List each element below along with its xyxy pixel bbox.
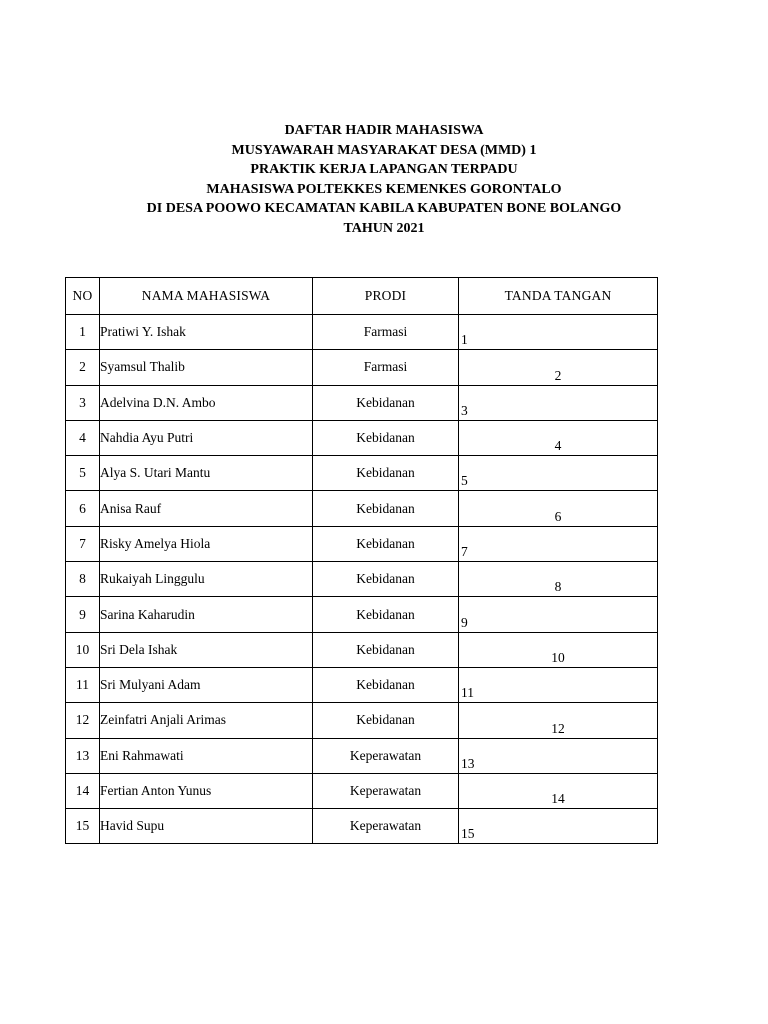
table-row (66, 456, 658, 491)
study-program-cell: Farmasi (313, 350, 459, 385)
signature-number: 1 (461, 332, 468, 348)
row-number-cell: 13 (66, 738, 100, 773)
row-number-cell: 10 (66, 632, 100, 667)
study-program-cell: Kebidanan (313, 562, 459, 597)
student-name-cell: Pratiwi Y. Ishak (100, 315, 313, 350)
student-name-cell: Havid Supu (100, 809, 313, 844)
header-prodi: PRODI (313, 278, 459, 315)
student-name-cell: Sri Mulyani Adam (100, 667, 313, 702)
signature-cell (459, 632, 658, 667)
heading-program: PRAKTIK KERJA LAPANGAN TERPADU (250, 162, 518, 177)
signature-cell (459, 350, 658, 385)
signature-cell (459, 420, 658, 455)
student-name-cell: Anisa Rauf (100, 491, 313, 526)
signature-cell (459, 667, 658, 702)
study-program-cell: Kebidanan (313, 526, 459, 561)
table-row (66, 632, 658, 667)
attendance-table (65, 277, 658, 844)
table-row (66, 315, 658, 350)
signature-number: 9 (461, 614, 468, 630)
heading-institution: MAHASISWA POLTEKKES KEMENKES GORONTALO (206, 181, 562, 197)
signature-cell (459, 597, 658, 632)
table-row (66, 385, 658, 420)
student-name-cell: Sarina Kaharudin (100, 597, 313, 632)
student-name-cell: Zeinfatri Anjali Arimas (100, 703, 313, 738)
table-row (66, 809, 658, 844)
student-name-cell: Syamsul Thalib (100, 350, 313, 385)
header-name: NAMA MAHASISWA (100, 278, 313, 315)
row-number-cell: 3 (66, 385, 100, 420)
row-number-cell: 1 (66, 315, 100, 350)
row-number-cell: 2 (66, 350, 100, 385)
row-number-cell: 7 (66, 526, 100, 561)
student-name-cell: Risky Amelya Hiola (100, 526, 313, 561)
study-program-cell: Kebidanan (313, 703, 459, 738)
heading-event: MUSYAWARAH MASYARAKAT DESA (MMD) 1 (231, 142, 537, 158)
student-name-cell: Sri Dela Ishak (100, 632, 313, 667)
signature-cell (459, 385, 658, 420)
signature-cell (459, 773, 658, 808)
student-name-cell: Nahdia Ayu Putri (100, 420, 313, 455)
table-row (66, 667, 658, 702)
study-program-cell: Kebidanan (313, 456, 459, 491)
signature-cell (459, 315, 658, 350)
signature-number: 4 (554, 438, 562, 454)
row-number-cell: 4 (66, 420, 100, 455)
signature-number: 10 (551, 649, 565, 665)
study-program-cell: Farmasi (313, 315, 459, 350)
study-program-cell: Kebidanan (313, 597, 459, 632)
student-name-cell: Fertian Anton Yunus (100, 773, 313, 808)
student-name-cell: Eni Rahmawati (100, 738, 313, 773)
table-row (66, 738, 658, 773)
row-number-cell: 8 (66, 562, 100, 597)
document-heading (0, 121, 768, 238)
signature-cell (459, 809, 658, 844)
study-program-cell: Keperawatan (313, 773, 459, 808)
signature-number: 11 (461, 685, 474, 701)
study-program-cell: Kebidanan (313, 491, 459, 526)
signature-cell (459, 491, 658, 526)
heading-year: TAHUN 2021 (343, 220, 425, 236)
table-row (66, 491, 658, 526)
heading-location: DI DESA POOWO KECAMATAN KABILA KABUPATEN BONE BOLANGO (146, 201, 622, 216)
student-name-cell: Rukaiyah Linggulu (100, 562, 313, 597)
attendance-table-body (66, 315, 658, 844)
row-number-cell: 14 (66, 773, 100, 808)
table-row (66, 420, 658, 455)
signature-cell (459, 456, 658, 491)
row-number-cell: 11 (66, 667, 100, 702)
signature-number: 12 (551, 720, 565, 736)
header-no: NO (66, 278, 100, 315)
study-program-cell: Kebidanan (313, 632, 459, 667)
row-number-cell: 9 (66, 597, 100, 632)
signature-cell (459, 526, 658, 561)
study-program-cell: Kebidanan (313, 420, 459, 455)
attendance-table-header (66, 278, 658, 315)
heading-title: DAFTAR HADIR MAHASISWA (284, 123, 484, 138)
table-row (66, 526, 658, 561)
study-program-cell: Keperawatan (313, 809, 459, 844)
header-row (66, 278, 658, 315)
signature-number: 8 (554, 579, 562, 595)
signature-number: 6 (554, 508, 562, 524)
table-row (66, 597, 658, 632)
study-program-cell: Kebidanan (313, 667, 459, 702)
table-row (66, 350, 658, 385)
signature-number: 3 (461, 402, 468, 418)
header-signature: TANDA TANGAN (459, 278, 658, 315)
signature-number: 14 (551, 791, 565, 807)
row-number-cell: 6 (66, 491, 100, 526)
row-number-cell: 12 (66, 703, 100, 738)
student-name-cell: Adelvina D.N. Ambo (100, 385, 313, 420)
signature-cell (459, 562, 658, 597)
signature-number: 5 (461, 473, 468, 489)
signature-number: 7 (461, 544, 468, 560)
student-name-cell: Alya S. Utari Mantu (100, 456, 313, 491)
signature-number: 2 (554, 367, 562, 383)
table-row (66, 703, 658, 738)
table-row (66, 562, 658, 597)
signature-cell (459, 703, 658, 738)
signature-cell (459, 738, 658, 773)
signature-number: 15 (461, 826, 475, 842)
study-program-cell: Keperawatan (313, 738, 459, 773)
row-number-cell: 5 (66, 456, 100, 491)
study-program-cell: Kebidanan (313, 385, 459, 420)
table-row (66, 773, 658, 808)
signature-number: 13 (461, 755, 475, 771)
row-number-cell: 15 (66, 809, 100, 844)
